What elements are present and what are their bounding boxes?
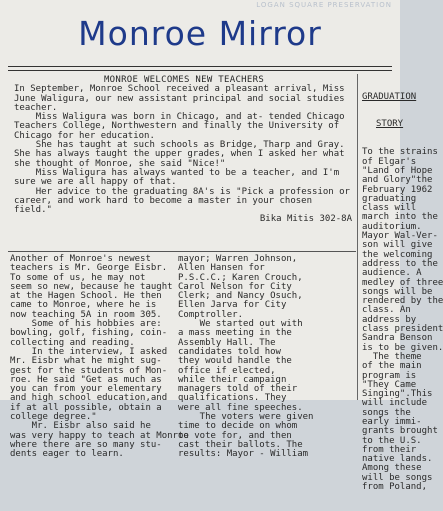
graduation-story	[362, 74, 442, 511]
main-story-headline: MONROE WELCOMES NEW TEACHERS	[103, 75, 265, 85]
section-divider	[8, 251, 356, 252]
masthead-rule-thin	[8, 70, 392, 71]
masthead-title: Monroe Mirror	[78, 14, 322, 53]
main-story	[14, 76, 354, 225]
graduation-story-body: To the strains of Elgar's "Land of Hope and Glory"the February 1962 graduating class will march into the auditorium. Mayor Wal-Ver- son will give the welcoming address to the audience. A medley of three songs will be rendered by the class. An address by class president Sandra Benson is to be given. The theme of the main program is "They Came Singing".This will include songs the early immi- grants brought to the U.S. from their native lands. Among these will be songs from Poland,	[362, 147, 443, 493]
archive-stamp: LOGAN SQUARE PRESERVATION	[256, 1, 392, 9]
column-divider	[357, 74, 358, 400]
graduation-story-headline-1: GRADUATION	[362, 91, 417, 102]
election-story: mayor; Warren Johnson, Allen Hansen for P.S.C.C.; Karen Crouch, Carol Nelson for City Clerk; and Nancy Osuch, Ellen Jarva for City Comptroller. We started out with a mass meeting in the Assembly Hall. The candidates told how they would handle the office if elected, while their campaign managers told of their qualifications. They were all fine speeches. The voters were given time to decide on whom to vote for, and then cast their ballots. The results: Mayor - William	[178, 254, 314, 460]
main-story-body: In September, Monroe School received a pleasant arrival, Miss June Waligura, our new assistant principal and social studies teacher. Miss Waligura was born in Chicago, and at- tended Chicago Teachers College, Northwestern and finally the University of Chicago for her education. She has taught at such schools as Bridge, Tharp and Gray. She has always taught the upper grades, when I asked her what she thought of Monroe, she said "Nice!" Miss Waligura has always wanted to be a teacher, and I'm sure we are all happy of that. Her advice to the graduating 8A's is "Pick a profession or career, and work hard to become a master in your chosen field."	[14, 84, 350, 216]
teacher-story: Another of Monroe's newest teachers is Mr. George Eisbr. To some of us, he may not seem so new, because he taught at the Hagen School. He then came to Monroe, where he is now teaching 5A in room 305. Some of his hobbies are: bowling, golf, fishing, coin- collecting and reading. In the interview, I asked Mr. Eisbr what he might sug- gest for the students of Mon- roe. He said "Get as much as you can from your elementary and high school education,and if at all possible, obtain a college degree." Mr. Eisbr also said he was very happy to teach at Monroe where there are so many stu- dents eager to learn.	[10, 254, 189, 460]
masthead-rule	[8, 66, 392, 67]
main-story-signature: Bika Mitis 302-8A	[259, 214, 352, 225]
graduation-story-headline-2: STORY	[376, 119, 404, 130]
